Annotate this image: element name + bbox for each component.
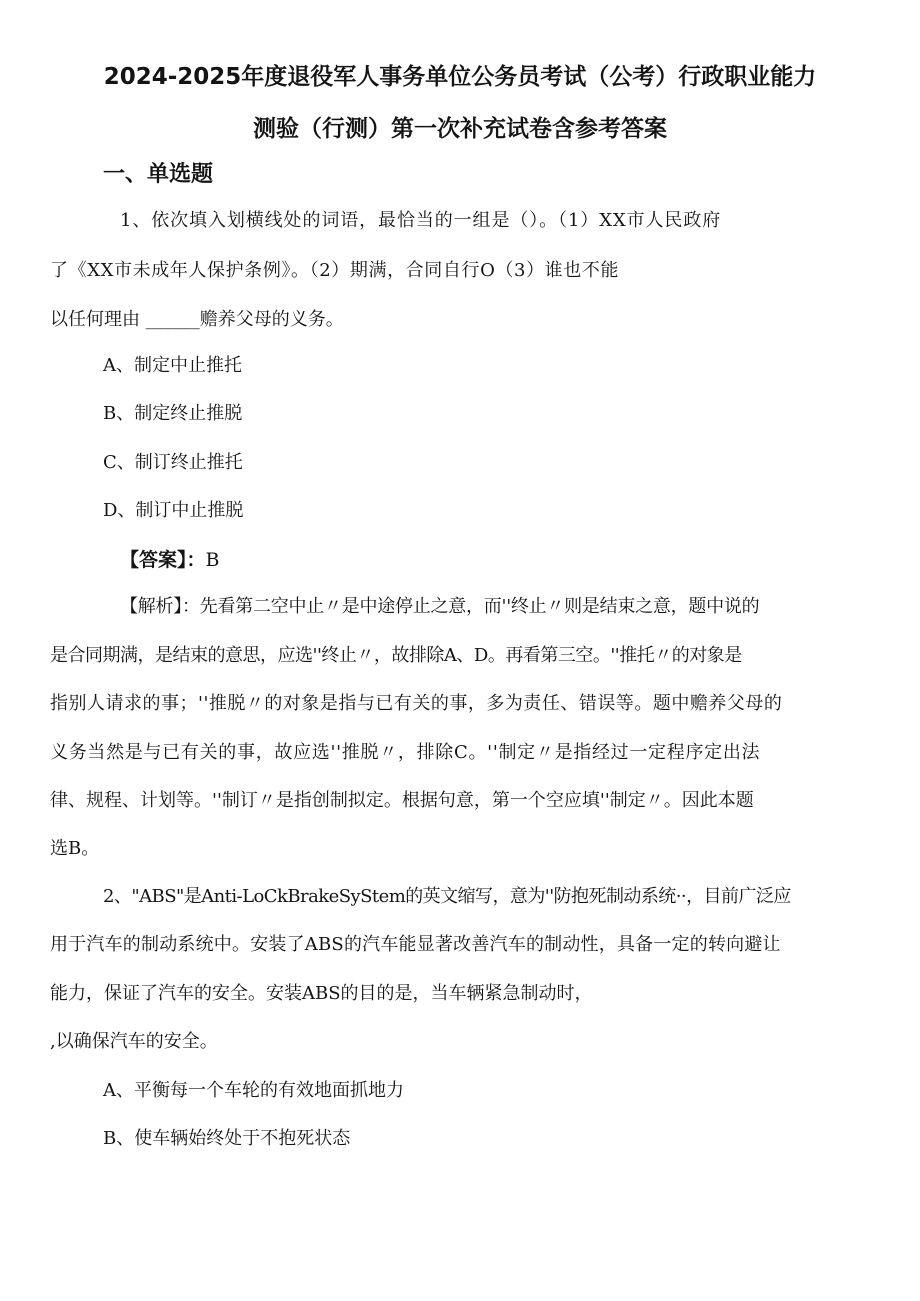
document-title-line-1: 2024-2025年度退役军人事务单位公务员考试（公考）行政职业能力 <box>103 64 817 90</box>
question-1-option-a: A、制定中止推托 <box>103 355 242 376</box>
question-2-stem-line-3: 能力，保证了汽车的安全。安装ABS的目的是，当车辆紧急制动时， <box>50 983 593 1004</box>
document-title-line-2: 测验（行测）第一次补充试卷含参考答案 <box>253 116 667 142</box>
question-1-analysis-line-5: 律、规程、计划等。''制订〃是指创制拟定。根据句意，第一个空应填''制定〃。因此本题 <box>50 790 754 811</box>
answer-label: 【答案】： <box>120 549 206 571</box>
question-2-stem-line-1: 2、"ABS"是Anti-LoCkBrakeSyStem的英文缩写，意为''防抱死制动系统··，目前广泛应 <box>103 886 791 907</box>
question-1-stem-line-1: 1、依次填入划横线处的词语，最恰当的一组是（）。（1）XX市人民政府 <box>120 210 722 231</box>
question-2-stem-line-4: ,以确保汽车的安全。 <box>50 1031 218 1052</box>
question-1-analysis-line-4: 义务当然是与已有关的事，故应选''推脱〃，排除C。''制定〃是指经过一定程序定出法 <box>50 742 761 763</box>
answer-value: B <box>205 549 220 571</box>
question-1-analysis-line-6: 选B。 <box>50 838 100 859</box>
question-1-analysis-line-1: 【解析】：先看第二空中止〃是中途停止之意，而''终止〃则是结束之意，题中说的 <box>120 596 760 617</box>
question-1-option-c: C、制订终止推托 <box>103 452 243 473</box>
question-1-stem-line-3: 以任何理由 ______赡养父母的义务。 <box>50 309 344 330</box>
question-2-option-a: A、平衡每一个车轮的有效地面抓地力 <box>103 1080 404 1101</box>
question-1-analysis-line-3: 指别人请求的事；''推脱〃的对象是指与已有关的事，多为责任、错误等。题中赡养父母的 <box>50 693 783 714</box>
question-1-option-d: D、制订中止推脱 <box>103 500 244 521</box>
section-heading: 一、单选题 <box>103 162 214 187</box>
question-1-stem-line-2: 了《XX市未成年人保护条例》。（2）期满，合同自行O（3）谁也不能 <box>50 260 620 281</box>
question-1-answer <box>120 545 219 572</box>
question-2-stem-line-2: 用于汽车的制动系统中。安装了ABS的汽车能显著改善汽车的制动性，具备一定的转向避让 <box>50 934 781 955</box>
question-1-option-b: B、制定终止推脱 <box>103 403 243 424</box>
question-1-analysis-line-2: 是合同期满，是结束的意思，应选''终止〃，故排除A、D。再看第三空。''推托〃的对象是 <box>50 645 742 666</box>
question-2-option-b: B、使车辆始终处于不抱死状态 <box>103 1128 351 1149</box>
